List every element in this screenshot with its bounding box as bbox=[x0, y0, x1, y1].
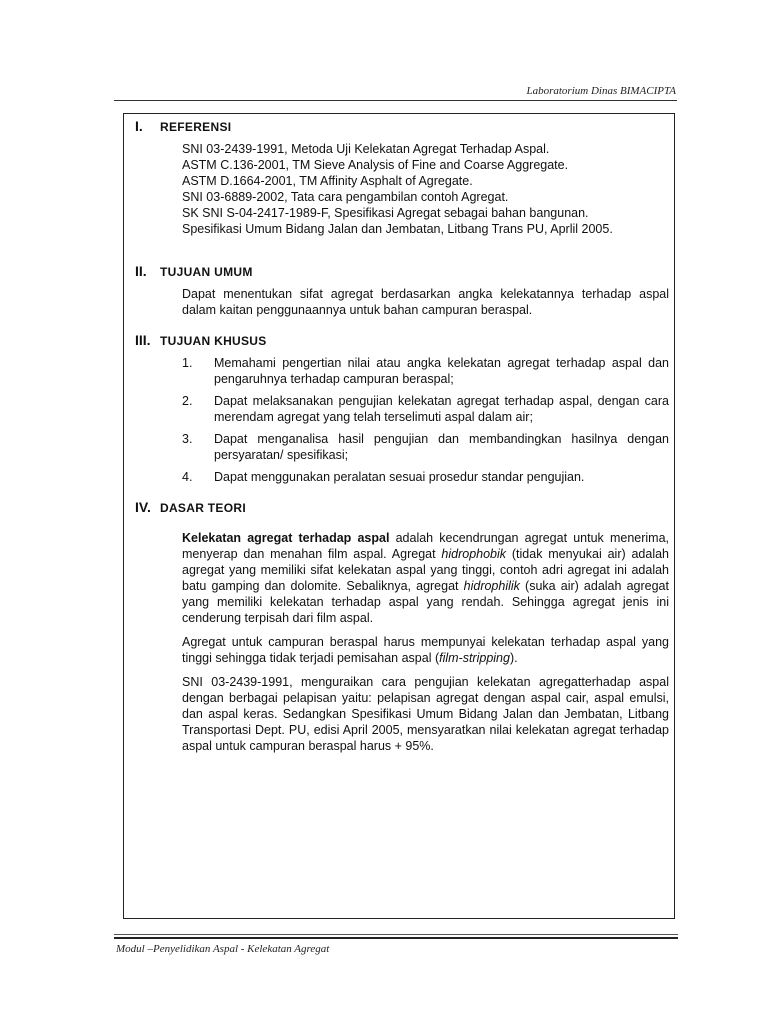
section-numeral: II. bbox=[135, 263, 147, 279]
reference-item: Spesifikasi Umum Bidang Jalan dan Jembatan, Litbang Trans PU, Aprlil 2005. bbox=[182, 222, 613, 236]
reference-item: SK SNI S-04-2417-1989-F, Spesifikasi Agregat sebagai bahan bangunan. bbox=[182, 206, 589, 220]
list-item bbox=[182, 355, 669, 387]
bold-lead-text: Kelekatan agregat terhadap aspal bbox=[182, 531, 390, 545]
section-title: TUJUAN UMUM bbox=[160, 265, 253, 279]
section-numeral: I. bbox=[135, 118, 143, 134]
section-tujuan-umum bbox=[124, 263, 674, 318]
italic-term: hidrophilik bbox=[463, 579, 520, 593]
list-number: 3. bbox=[182, 432, 193, 446]
list-number: 4. bbox=[182, 470, 193, 484]
reference-item: ASTM D.1664-2001, TM Affinity Asphalt of Agregate. bbox=[182, 174, 473, 188]
section-title: DASAR TEORI bbox=[160, 501, 246, 515]
paragraph-text: Agregat untuk campuran beraspal harus mempunyai kelekatan terhadap aspal yang tinggi sehingga tidak terjadi pemisahan aspal ( bbox=[182, 635, 669, 665]
paragraph-text: (tidak menyukai air) adalah agregat yang memiliki sifat kelekatan aspal yang tinggi, contoh adri agregat ini adalah batu gamping dan dolomite. Sebaliknya, agregat bbox=[182, 547, 669, 593]
section-tujuan-khusus bbox=[124, 332, 674, 491]
content-frame bbox=[123, 113, 675, 919]
list-item bbox=[182, 393, 669, 425]
tujuan-umum-text: Dapat menentukan sifat agregat berdasarkan angka kelekatannya terhadap aspal dalam kaitan penggunaannya untuk bahan campuran beraspal. bbox=[182, 287, 669, 317]
list-number: 2. bbox=[182, 394, 193, 408]
list-item-text: Memahami pengertian nilai atau angka kelekatan agregat terhadap aspal dan pengaruhnya terhadap campuran beraspal; bbox=[214, 356, 669, 386]
paragraph-text: adalah kecendrungan agregat untuk menerima, menyerap dan menahan film aspal. Agregat bbox=[182, 531, 669, 561]
section-numeral: III. bbox=[135, 332, 151, 348]
footer-rule bbox=[114, 934, 678, 935]
section-title: REFERENSI bbox=[160, 120, 232, 134]
reference-item: SNI 03-6889-2002, Tata cara pengambilan contoh Agregat. bbox=[182, 190, 509, 204]
paragraph-text: (suka air) adalah agregat yang memiliki kelekatan terhadap aspal yang rendah. Sehingga agregat jenis ini cenderung terpisah dari film aspal. bbox=[182, 579, 669, 625]
section-dasar-teori bbox=[124, 499, 674, 754]
section-title: TUJUAN KHUSUS bbox=[160, 334, 267, 348]
paragraph-text: ). bbox=[509, 651, 518, 665]
dasar-teori-paragraph-3: SNI 03-2439-1991, menguraikan cara pengujian kelekatan agregatterhadap aspal dengan berbagai pelapisan yaitu: pelapisan agregat dengan aspal cair, aspal emulsi, dan aspal keras. Sedangkan Spesifikasi Umum Bidang Jalan dan Jembatan, Litbang Transportasi Dept. PU, edisi April 2005, mensyaratkan nilai kelekatan agregat terhadap aspal untuk campuran beraspal harus + 95%. bbox=[182, 675, 669, 753]
section-referensi bbox=[124, 118, 674, 237]
list-item-text: Dapat melaksanakan pengujian kelekatan agregat terhadap aspal, dengan cara merendam agregat yang telah terselimuti aspal dalam air; bbox=[214, 394, 669, 424]
header-rule bbox=[114, 100, 677, 101]
italic-term: hidrophobik bbox=[441, 547, 507, 561]
tujuan-khusus-list bbox=[124, 355, 674, 485]
dasar-teori-paragraph-1 bbox=[182, 530, 669, 626]
reference-item: ASTM C.136-2001, TM Sieve Analysis of Fine and Coarse Aggregate. bbox=[182, 158, 569, 172]
header-lab-name: Laboratorium Dinas BIMACIPTA bbox=[526, 85, 676, 97]
footer-module-title: Modul –Penyelidikan Aspal - Kelekatan Agregat bbox=[116, 943, 330, 955]
list-item-text: Dapat menganalisa hasil pengujian dan membandingkan hasilnya dengan persyaratan/ spesifikasi; bbox=[214, 432, 669, 462]
italic-term: film-stripping bbox=[439, 651, 510, 665]
list-item-text: Dapat menggunakan peralatan sesuai prosedur standar pengujian. bbox=[214, 470, 585, 484]
list-item bbox=[182, 469, 669, 485]
reference-item: SNI 03-2439-1991, Metoda Uji Kelekatan Agregat Terhadap Aspal. bbox=[182, 142, 550, 156]
footer-rule-thick bbox=[114, 937, 678, 939]
list-number: 1. bbox=[182, 356, 193, 370]
dasar-teori-paragraph-2 bbox=[182, 634, 669, 666]
list-item bbox=[182, 431, 669, 463]
reference-list bbox=[124, 141, 674, 237]
section-numeral: IV. bbox=[135, 499, 151, 515]
